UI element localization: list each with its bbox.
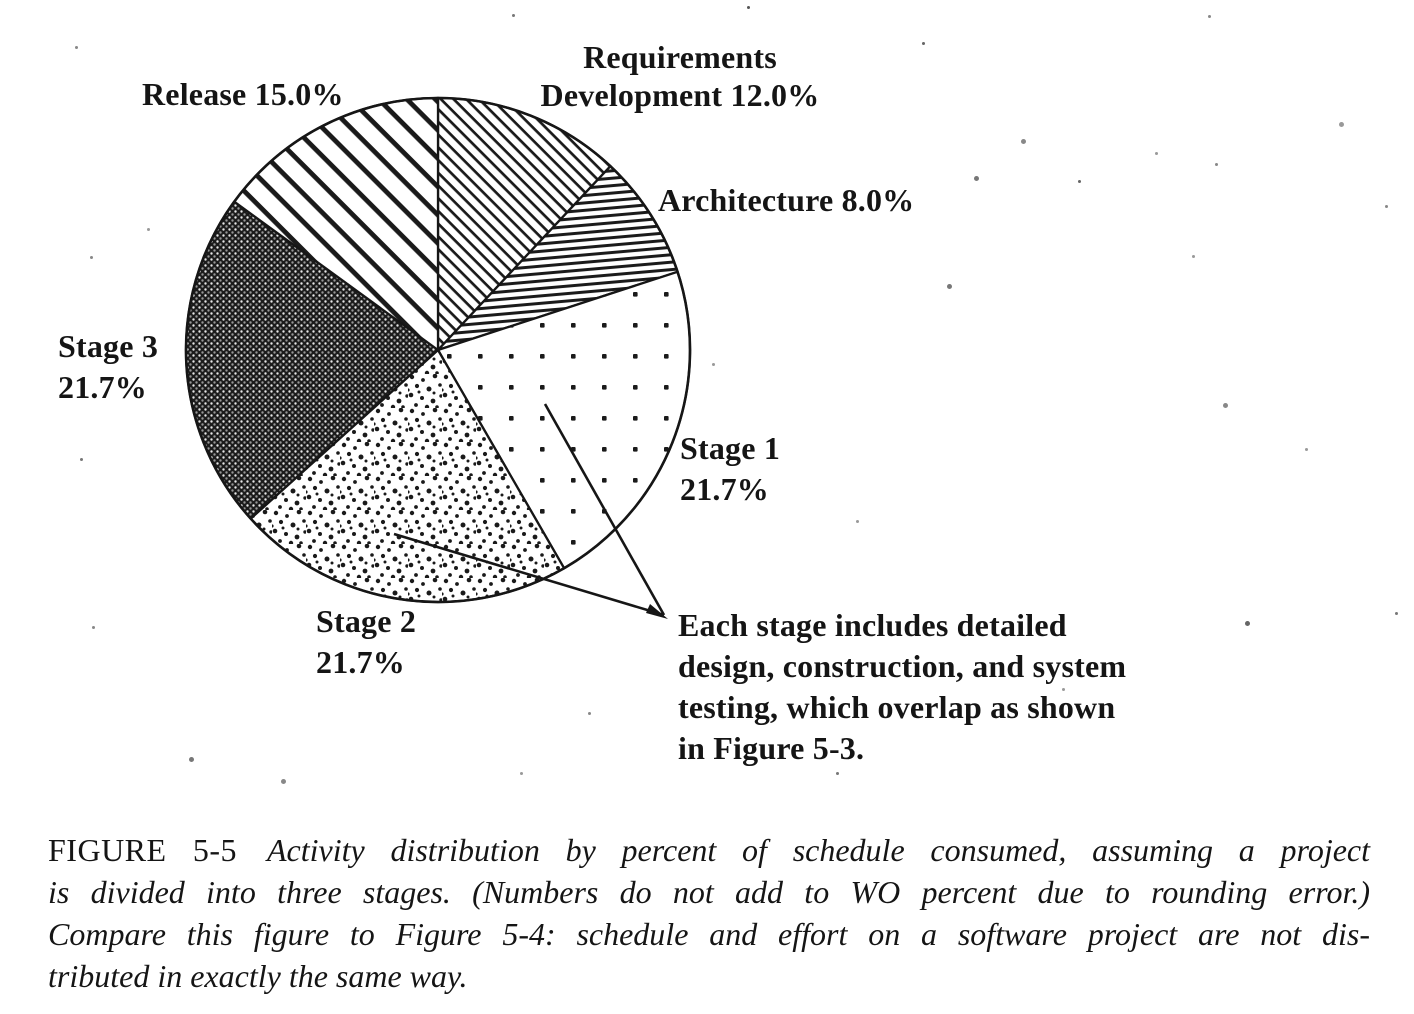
label-stage1 [680, 428, 780, 510]
caption-line1 [48, 829, 1370, 871]
label-stage3-line1: Stage 3 [58, 328, 159, 364]
label-requirements-line1: Requirements [583, 39, 777, 75]
label-stage3-line2: 21.7% [58, 369, 147, 405]
annotation-line1: Each stage includes detailed [678, 607, 1067, 643]
label-stage1-line1: Stage 1 [680, 430, 781, 466]
label-requirements-development [500, 38, 860, 114]
stage-annotation-text [678, 605, 1126, 769]
label-stage2-line2: 21.7% [316, 644, 405, 680]
label-requirements-line2: Development 12.0% [540, 77, 820, 113]
label-architecture: Architecture 8.0% [658, 182, 915, 218]
caption-line2: is divided into three stages. (Numbers do not add to WO percent due to rounding error.) [48, 874, 1370, 910]
annotation-line4: in Figure 5-3. [678, 730, 865, 766]
caption-line1-text: Activity distribution by percent of schedule consumed, assuming a project [266, 832, 1371, 868]
annotation-line3: testing, which overlap as shown [678, 689, 1116, 725]
figure-caption [48, 829, 1370, 997]
label-release: Release 15.0% [142, 76, 344, 112]
caption-figure-label: FIGURE 5-5 [48, 832, 237, 868]
label-stage1-line2: 21.7% [680, 471, 769, 507]
caption-line3: Compare this figure to Figure 5-4: schedule and effort on a software project are not dis- [48, 916, 1370, 952]
label-stage2 [316, 601, 416, 683]
caption-line4: tributed in exactly the same way. [48, 958, 468, 994]
annotation-line2: design, construction, and system [678, 648, 1127, 684]
leader-arrow-tip [646, 604, 668, 619]
label-stage2-line1: Stage 2 [316, 603, 417, 639]
label-stage3 [58, 326, 158, 408]
